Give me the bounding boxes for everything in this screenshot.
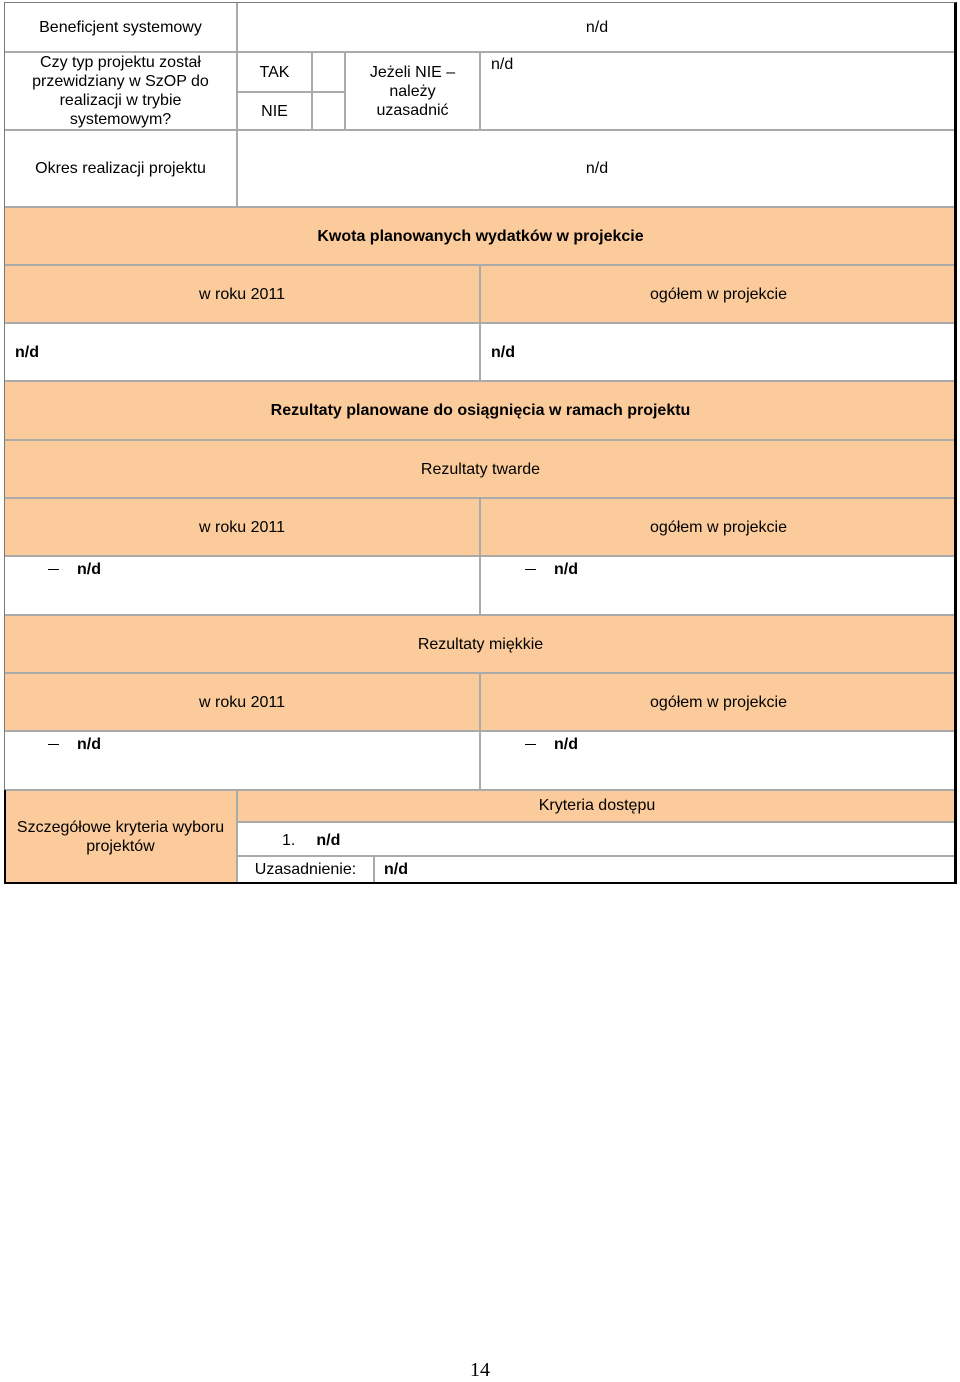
criteria-label: Szczegółowe kryteria wyboru projektów: [4, 790, 237, 884]
criteria-item-value: n/d: [316, 831, 341, 849]
criteria-item-number: 1.: [282, 831, 296, 849]
soft-col-year: w roku 2011: [4, 673, 480, 731]
hard-value-total-cell: [480, 556, 957, 615]
budget-col-total: ogółem w projekcie: [480, 265, 957, 323]
results-title: Rezultaty planowane do osiągnięcia w ramach projektu: [4, 381, 957, 440]
hard-col-total: ogółem w projekcie: [480, 498, 957, 556]
hard-value-year-cell: [4, 556, 480, 615]
systemic-label: Beneficjent systemowy: [4, 2, 237, 52]
budget-title: Kwota planowanych wydatków w projekcie: [4, 207, 957, 265]
criteria-item: [237, 822, 957, 856]
option-yes-checkbox[interactable]: [312, 52, 345, 92]
period-value: n/d: [237, 130, 957, 207]
bullet-dash: [48, 744, 59, 745]
soft-results-title: Rezultaty miękkie: [4, 615, 957, 673]
justification-value: n/d: [374, 856, 957, 884]
period-label: Okres realizacji projektu: [4, 130, 237, 207]
hard-col-year: w roku 2011: [4, 498, 480, 556]
access-criteria-title: Kryteria dostępu: [237, 790, 957, 822]
option-no-checkbox[interactable]: [312, 92, 345, 130]
systemic-question: Czy typ projektu został przewidziany w SzOP do realizacji w trybie systemowym?: [4, 52, 237, 130]
justify-value: n/d: [480, 52, 957, 130]
hard-value-year: n/d: [77, 561, 101, 578]
bullet-dash: [525, 569, 536, 570]
option-no: NIE: [237, 92, 312, 130]
justify-label: Jeżeli NIE – należy uzasadnić: [345, 52, 480, 130]
justification-label: Uzasadnienie:: [237, 856, 374, 884]
budget-value-total: n/d: [480, 323, 957, 381]
soft-col-total: ogółem w projekcie: [480, 673, 957, 731]
hard-value-total: n/d: [554, 561, 578, 578]
budget-value-year: n/d: [4, 323, 480, 381]
soft-value-year: n/d: [77, 736, 101, 753]
soft-value-total-cell: [480, 731, 957, 790]
soft-value-year-cell: [4, 731, 480, 790]
soft-value-total: n/d: [554, 736, 578, 753]
hard-results-title: Rezultaty twarde: [4, 440, 957, 498]
bullet-dash: [525, 744, 536, 745]
option-yes: TAK: [237, 52, 312, 92]
budget-col-year: w roku 2011: [4, 265, 480, 323]
page-number: 14: [470, 1359, 490, 1381]
systemic-value: n/d: [237, 2, 957, 52]
bullet-dash: [48, 569, 59, 570]
